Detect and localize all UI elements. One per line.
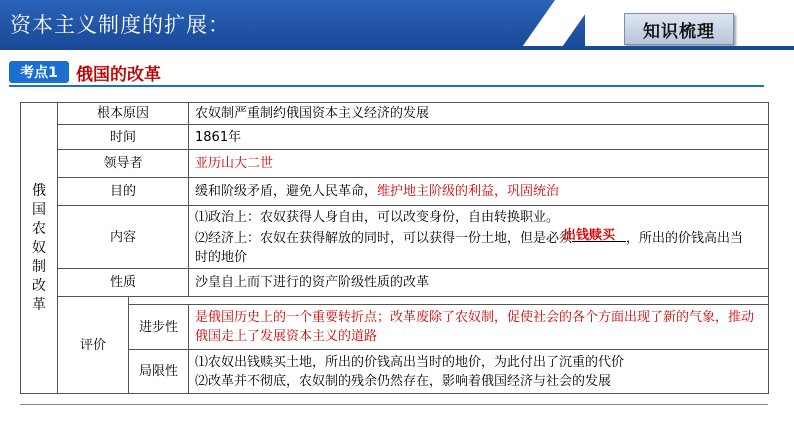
row-value: 是俄国历史上的一个重要转折点；改革废除了农奴制，促使社会的各个方面出现了新的气象，推动俄国走上了发展资本主义的道路 [189,305,769,350]
sub-label: 局限性 [129,350,189,394]
row-label: 评价 [58,297,129,394]
row-label: 性质 [58,269,189,297]
header-title: 资本主义制度的扩展： [10,13,230,37]
row-label: 根本原因 [58,103,189,125]
table-row-purpose [21,178,769,206]
table-row-limitation [21,350,769,394]
side-label: 俄 国 农 奴 制 改 革 [21,103,58,394]
row-value: 沙皇自上而下进行的资产阶级性质的改革 [189,269,769,297]
bottom-divider [20,404,768,405]
table-row-progress [21,305,769,350]
row-value: 亚历山大二世 [189,150,769,178]
row-label: 领导者 [58,150,189,178]
row-value: 1861年 [189,125,769,150]
section-underline [9,85,764,87]
row-value: ⑴政治上：农奴获得人身自由，可以改变身份，自由转换职业。 ⑵经济上：农奴在获得解放的同时，可以获得一份土地，但是必须 ，所出的价钱高出当 时的地价 [189,206,769,269]
reform-table [20,102,769,394]
table-row-nature [21,269,769,297]
row-value: 农奴制严重制约俄国资本主义经济的发展 [189,103,769,125]
row-value: ⑴农奴出钱赎买土地，所出的价钱高出当时的地价，为此付出了沉重的代价 ⑵改革并不彻底，农奴制的残余仍然存在，影响着俄国经济与社会的发展 [189,350,769,394]
section-tag: 考点1 [9,61,69,83]
header-divider [0,46,794,50]
sub-label: 进步性 [129,305,189,350]
header-bar [0,0,794,46]
fill-in-answer: 出钱赎买 [563,228,616,243]
spacer-cell [129,297,769,305]
row-label: 时间 [58,125,189,150]
row-label: 目的 [58,178,189,206]
section-title: 俄国的改革 [76,65,161,85]
table-row-content [21,206,769,269]
row-value: 缓和阶级矛盾，避免人民革命，维护地主阶级的利益，巩固统治 [189,178,769,206]
table-row-leader [21,150,769,178]
knowledge-summary-badge: 知识梳理 [624,13,734,45]
table-row-root-cause [21,103,769,125]
table-row-spacer [21,297,769,305]
row-label: 内容 [58,206,189,269]
table-row-time [21,125,769,150]
